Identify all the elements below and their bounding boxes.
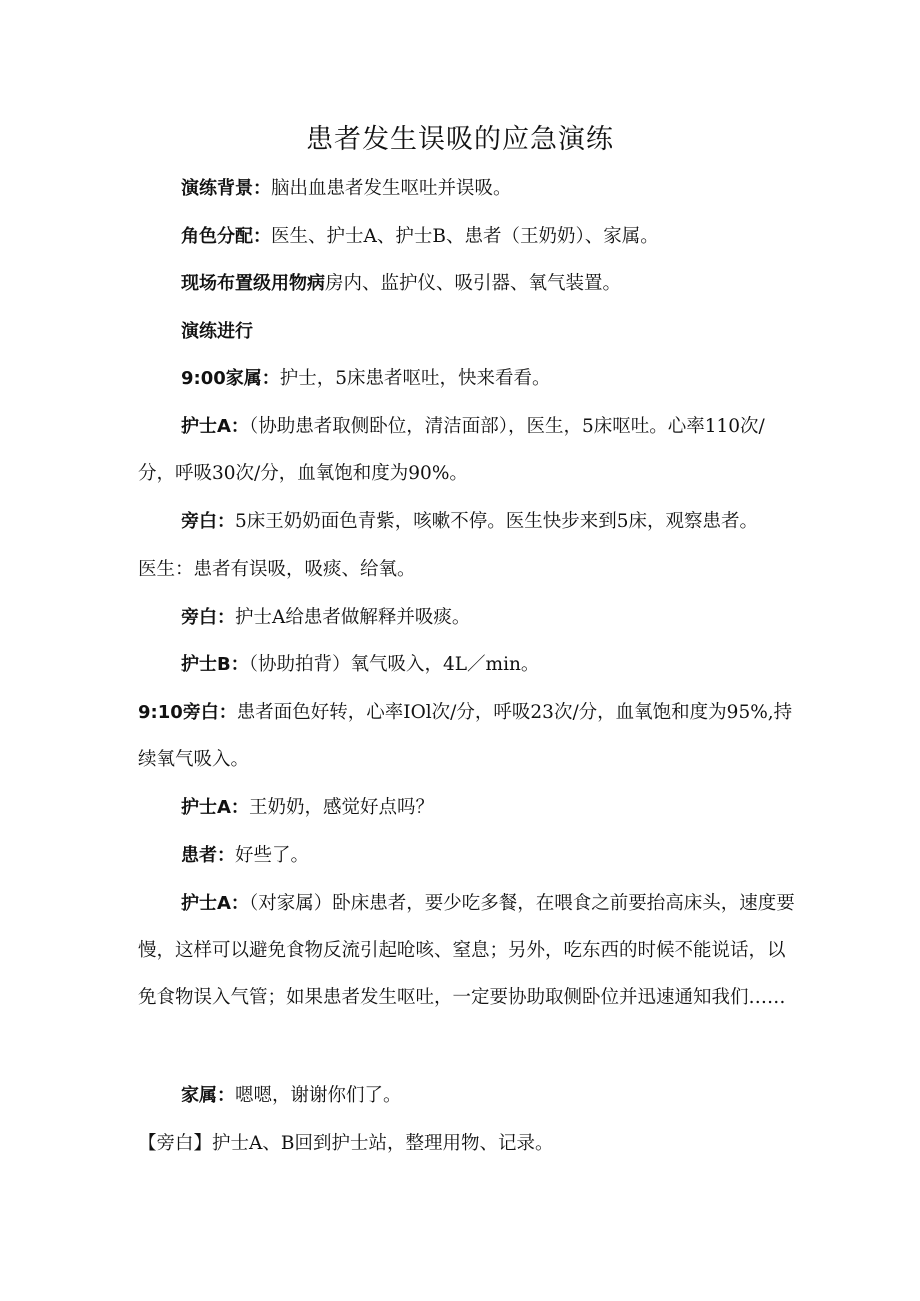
paragraph-family-2 — [138, 1072, 798, 1119]
paragraph-nurse-a-2 — [138, 784, 798, 831]
paragraph-nurse-a-3 — [138, 880, 798, 1021]
label: 9:10旁白： — [138, 702, 237, 723]
paragraph-background — [138, 165, 798, 212]
document-title: 患者发生误吸的应急演练 — [306, 124, 614, 155]
label: 护士A： — [181, 416, 249, 437]
paragraph-narration-end — [138, 1120, 798, 1167]
label: 家属： — [181, 1085, 235, 1106]
text: （对家属）卧床患者，要少吃多餐，在喂食之前要抬高床头，速度要慢，这样可以避免食物反流引起呛咳、窒息；另外，吃东西的时候不能说话，以免食物误入气管；如果患者发生呕吐，一定要协助取侧卧位并迅速通知我们…… — [138, 893, 795, 1008]
label: 护士A： — [181, 893, 249, 914]
text: 护士，5床患者呕吐，快来看看。 — [279, 368, 551, 389]
paragraph-nurse-a-1 — [138, 403, 798, 497]
label: 9:00家属： — [181, 368, 280, 389]
text: 嗯嗯，谢谢你们了。 — [235, 1085, 402, 1106]
paragraph-progress — [138, 308, 798, 355]
text: 好些了。 — [235, 845, 310, 866]
label: 演练背景： — [181, 178, 271, 199]
label: 护士A： — [181, 797, 249, 818]
text: 【旁白】护士A、B回到护士站，整理用物、记录。 — [138, 1133, 554, 1154]
paragraph-doctor — [138, 546, 798, 593]
paragraph-900-family — [138, 355, 798, 402]
text: 护士A给患者做解释并吸痰。 — [235, 607, 471, 628]
paragraph-narration-1 — [138, 498, 918, 545]
text: 房内、监护仪、吸引器、氧气装置。 — [325, 273, 622, 294]
label: 演练进行 — [181, 321, 253, 342]
text: 脑出血患者发生呕吐并误吸。 — [271, 178, 512, 199]
text: 医生：患者有误吸，吸痰、给氧。 — [138, 559, 416, 580]
label: 旁白： — [181, 511, 235, 532]
text: （协助拍背）氧气吸入，4L／min。 — [248, 654, 540, 675]
paragraph-roles — [138, 213, 798, 260]
paragraph-setup — [138, 260, 798, 307]
paragraph-nurse-b — [138, 641, 798, 688]
text: 患者面色好转，心率IOl次/分，呼吸23次/分，血氧饱和度为95%,持续氧气吸入。 — [138, 702, 793, 770]
label: 患者： — [181, 845, 235, 866]
label: 护士B： — [181, 654, 249, 675]
label: 旁白： — [181, 607, 235, 628]
text: 5床王奶奶面色青紫，咳嗽不停。医生快步来到5床，观察患者。 — [235, 511, 759, 532]
paragraph-narration-2 — [138, 594, 798, 641]
text: 王奶奶，感觉好点吗？ — [248, 797, 434, 818]
text: 医生、护士A、护士B、患者（王奶奶）、家属。 — [271, 226, 659, 247]
text: （协助患者取侧卧位，清洁面部），医生，5床呕吐。心率110次/分，呼吸30次/分，血氧饱和度为90%。 — [138, 416, 765, 484]
label: 现场布置级用物病 — [181, 273, 325, 294]
label: 角色分配： — [181, 226, 271, 247]
paragraph-patient — [138, 832, 798, 879]
paragraph-910-narration — [138, 689, 798, 783]
